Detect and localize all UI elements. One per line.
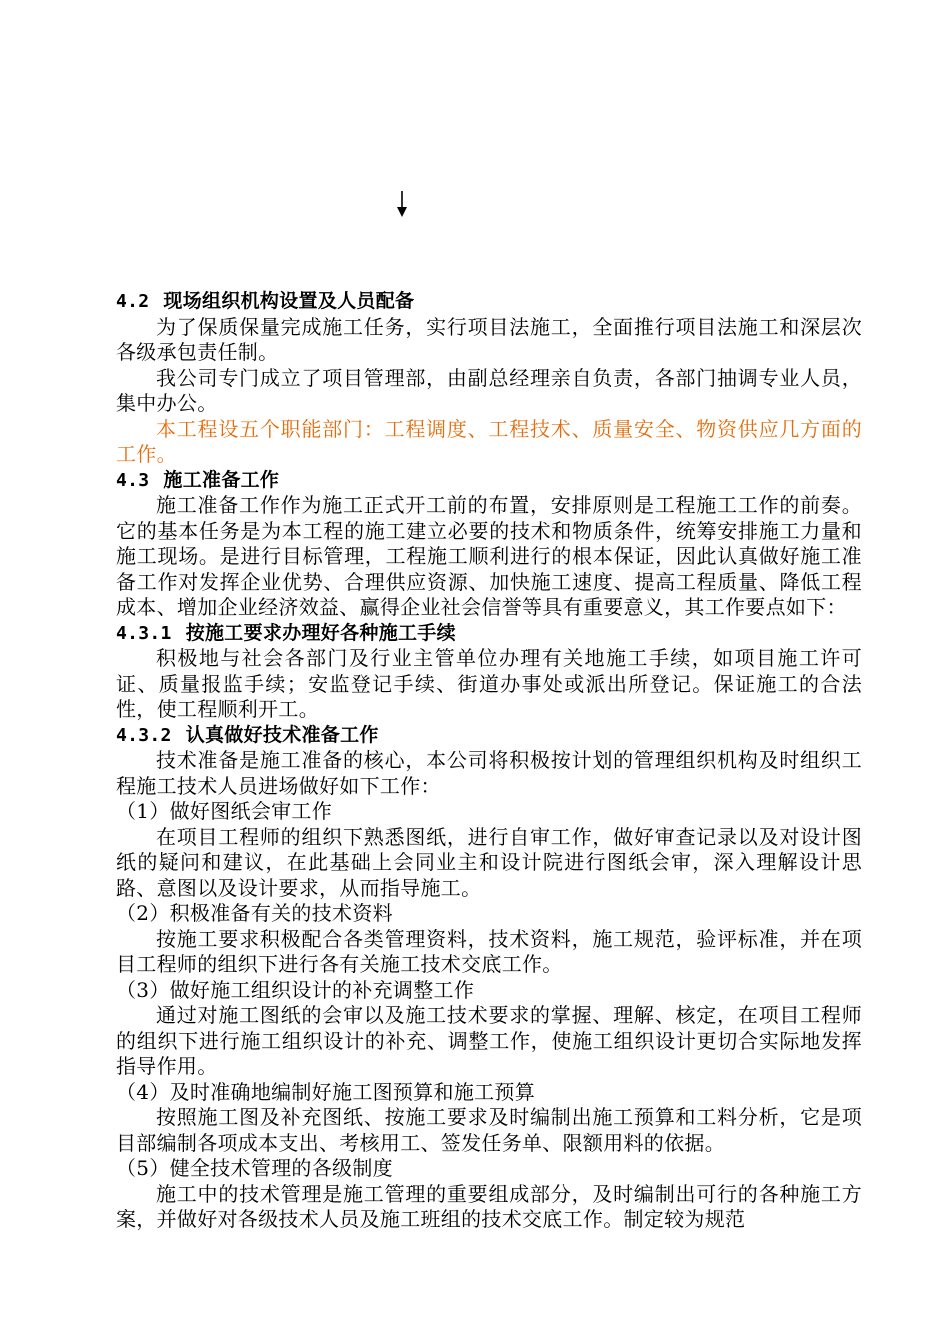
paragraph: 按施工要求积极配合各类管理资料，技术资料，施工规范，验评标准，并在项目工程师的组织下进行各有关施工技术交底工作。 [116, 926, 862, 976]
paragraph: 在项目工程师的组织下熟悉图纸，进行自审工作，做好审查记录以及对设计图纸的疑问和建议，在此基础上会同业主和设计院进行图纸会审，深入理解设计思路、意图以及设计要求，从而指导施工。 [116, 824, 862, 900]
subsection-label: （1）做好图纸会审工作 [116, 799, 333, 823]
paragraph: 我公司专门成立了项目管理部，由副总经理亲自负责，各部门抽调专业人员，集中办公。 [116, 365, 862, 415]
paragraph: 施工准备工作作为施工正式开工前的布置，安排原则是工程施工工作的前奏。它的基本任务是为本工程的施工建立必要的技术和物质条件，统筹安排施工力量和施工现场。是进行目标管理，工程施工顺利进行的根本保证，因此认真做好施工准备工作对发挥企业优势、合理供应资源、加快施工速度、提高工程质量、降低工程成本、增加企业经济效益、赢得企业社会信誉等具有重要意义，其工作要点如下： [116, 493, 862, 619]
subsection-label: （4）及时准确地编制好施工图预算和施工预算 [116, 1079, 536, 1104]
section-title: 按施工要求办理好各种施工手续 [185, 621, 456, 644]
section-title: 现场组织机构设置及人员配备 [163, 290, 415, 312]
section-title: 认真做好技术准备工作 [185, 723, 379, 746]
paragraph: 按照施工图及补充图纸、按施工要求及时编制出施工预算和工料分析，它是项目部编制各项成本支出、考核用工、签发任务单、限额用料的依据。 [116, 1105, 862, 1155]
document-body [116, 289, 862, 1233]
subsection-label: （3）做好施工组织设计的补充调整工作 [116, 977, 475, 1002]
subsection-label: （5）健全技术管理的各级制度 [116, 1156, 393, 1180]
section-number: 4.3.1 [116, 622, 172, 644]
section-number: 4.2 [116, 291, 150, 312]
section-heading-4-3-1 [116, 621, 862, 647]
paragraph: 为了保质保量完成施工任务，实行项目法施工，全面推行项目法施工和深层次各级承包责任制。 [116, 314, 862, 364]
section-heading-4-3 [116, 468, 862, 494]
subsection-label: （2）积极准备有关的技术资料 [116, 901, 393, 925]
section-title: 施工准备工作 [163, 468, 280, 491]
paragraph: 施工中的技术管理是施工管理的重要组成部分，及时编制出可行的各种施工方案，并做好对各级技术人员及施工班组的技术交底工作。制定较为规范 [116, 1181, 862, 1231]
section-heading-4-2 [116, 289, 862, 315]
down-arrow-icon [393, 190, 411, 218]
section-number: 4.3.2 [116, 724, 172, 746]
section-heading-4-3-2 [116, 723, 862, 749]
paragraph: 积极地与社会各部门及行业主管单位办理有关地施工手续，如项目施工许可证、质量报监手续；安监登记手续、街道办事处或派出所登记。保证施工的合法性，使工程顺利开工。 [116, 646, 862, 721]
paragraph: 通过对施工图纸的会审以及施工技术要求的掌握、理解、核定，在项目工程师的组织下进行施工组织设计的补充、调整工作，使施工组织设计更切合实际地发挥指导作用。 [116, 1003, 862, 1078]
section-number: 4.3 [116, 469, 150, 491]
highlighted-paragraph: 本工程设五个职能部门：工程调度、工程技术、质量安全、物资供应几方面的工作。 [116, 416, 862, 466]
paragraph: 技术准备是施工准备的核心，本公司将积极按计划的管理组织机构及时组织工程施工技术人员进场做好如下工作： [116, 748, 862, 798]
